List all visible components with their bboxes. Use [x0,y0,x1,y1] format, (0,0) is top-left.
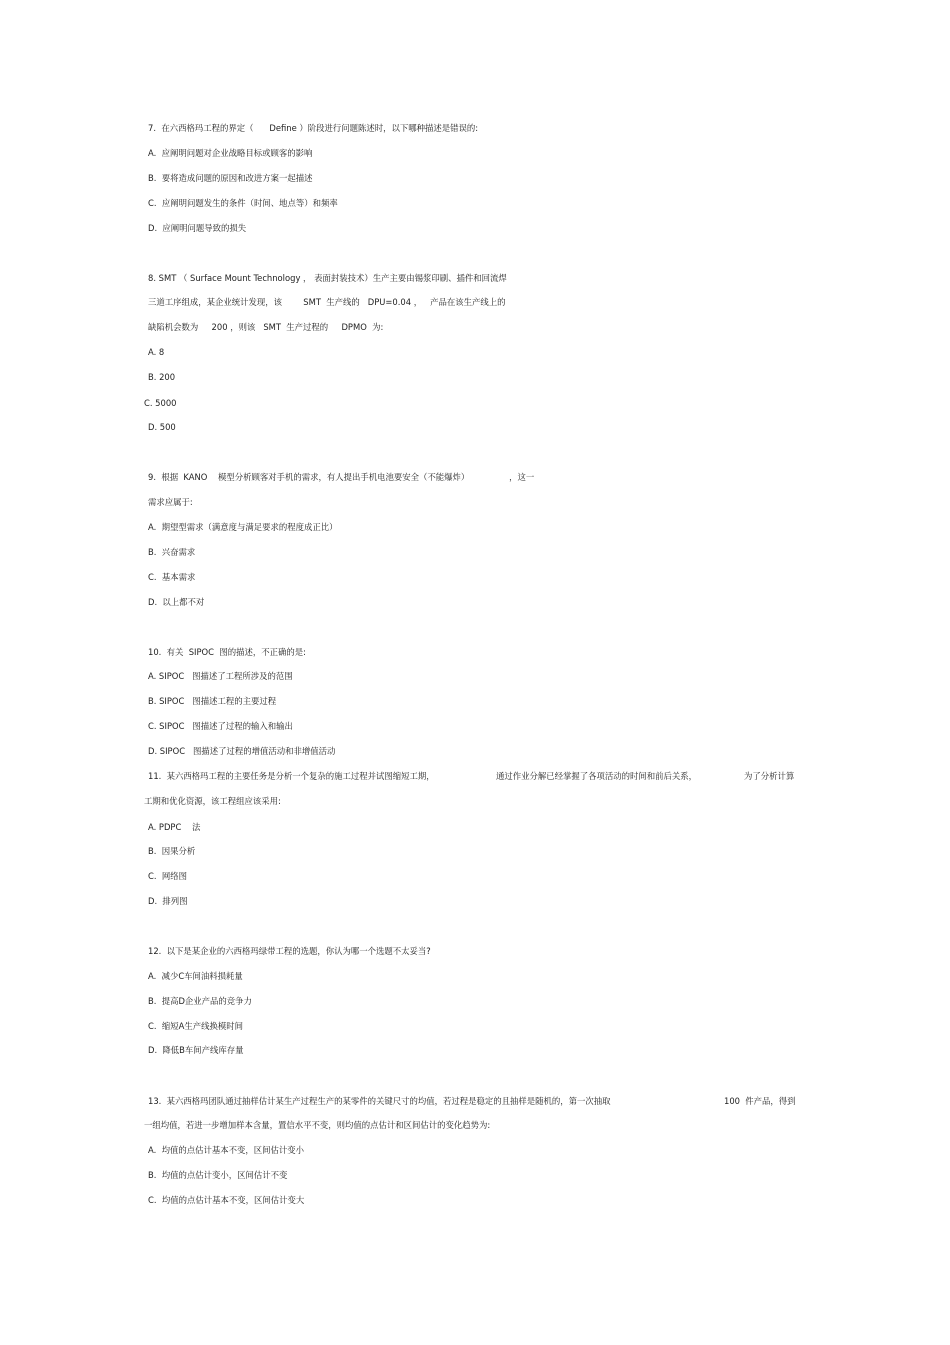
question-9-stem-line-2: 需求应属于: [148,497,193,507]
question-12-option-d: D. 降低B车间产线库存量 [148,1045,244,1055]
question-13-option-b: B. 均值的点估计变小，区间估计不变 [148,1170,288,1180]
question-12-option-a: A. 减少C车间油料损耗量 [148,971,243,981]
question-9-stem-line-1: 9. 根据 KANO 模型分析顾客对手机的需求，有人提出手机电池要安全（不能爆炸） ，这一 [148,472,535,482]
question-13-stem-part-2: 100 件产品，得到 [724,1096,796,1106]
question-8-option-b: B. 200 [148,372,176,382]
question-8-option-c: C. 5000 [144,398,177,408]
question-8-stem-line-1: 8. SMT （ Surface Mount Technology ， 表面封装技术）生产主要由锡浆印刷、插件和回流焊 [148,273,507,283]
question-13-stem-part-1: 13. 某六西格玛团队通过抽样估计某生产过程生产的某零件的关键尺寸的均值，若过程是稳定的且抽样是随机的，第一次抽取 [148,1096,611,1106]
question-10-option-c: C. SIPOC 图描述了过程的输入和输出 [148,721,293,731]
question-11-option-a: A. PDPC 法 [148,822,201,832]
question-10-option-a: A. SIPOC 图描述了工程所涉及的范围 [148,671,293,681]
question-8-option-a: A. 8 [148,347,165,357]
question-9-option-d: D. 以上都不对 [148,597,205,607]
question-10-option-d: D. SIPOC 图描述了过程的增值活动和非增值活动 [148,746,336,756]
question-13-option-a: A. 均值的点估计基本不变，区间估计变小 [148,1145,304,1155]
question-7-option-b: B. 要将造成问题的原因和改进方案一起描述 [148,173,313,183]
question-13-option-c: C. 均值的点估计基本不变，区间估计变大 [148,1195,305,1205]
question-11-stem-part-4: 工期和优化资源，该工程组应该采用: [144,796,281,806]
question-8-stem-line-3: 缺陷机会数为 200 ，则该 SMT 生产过程的 DPMO 为: [148,322,384,332]
question-7-option-c: C. 应阐明问题发生的条件（时间、地点等）和频率 [148,198,338,208]
question-7-option-d: D. 应阐明问题导致的损失 [148,223,247,233]
question-8-option-d: D. 500 [148,422,176,432]
question-7-option-a: A. 应阐明问题对企业战略目标或顾客的影响 [148,148,313,158]
question-13-stem-part-3: 一组均值，若进一步增加样本含量，置信水平不变，则均值的点估计和区间估计的变化趋势为: [144,1120,491,1130]
question-11-stem-part-2: 通过作业分解已经掌握了各项活动的时间和前后关系， [496,771,697,781]
question-7-stem: 7. 在六西格玛工程的界定（ Define ）阶段进行问题陈述时，以下哪种描述是错误的: [148,123,479,133]
question-12-option-c: C. 缩短A生产线换模时间 [148,1021,243,1031]
question-11-option-d: D. 排列图 [148,896,188,906]
question-8-stem-line-2: 三道工序组成，某企业统计发现，该 SMT 生产线的 DPU=0.04 ， 产品在该生产线上的 [148,297,506,307]
question-10-stem: 10. 有关 SIPOC 图的描述，不正确的是: [148,647,306,657]
question-11-stem-part-1: 11. 某六西格玛工程的主要任务是分析一个复杂的施工过程并试图缩短工期， [148,771,435,781]
question-12-stem: 12. 以下是某企业的六西格玛绿带工程的选题，你认为哪一个选题不太妥当? [148,946,431,956]
question-12-option-b: B. 提高D企业产品的竞争力 [148,996,252,1006]
question-9-option-c: C. 基本需求 [148,572,196,582]
question-11-option-c: C. 网络图 [148,871,187,881]
question-11-stem-part-3: 为了分析计算 [744,771,795,781]
question-9-option-b: B. 兴奋需求 [148,547,196,557]
question-11-option-b: B. 因果分析 [148,846,196,856]
question-10-option-b: B. SIPOC 图描述工程的主要过程 [148,696,277,706]
question-9-option-a: A. 期望型需求（满意度与满足要求的程度成正比） [148,522,338,532]
